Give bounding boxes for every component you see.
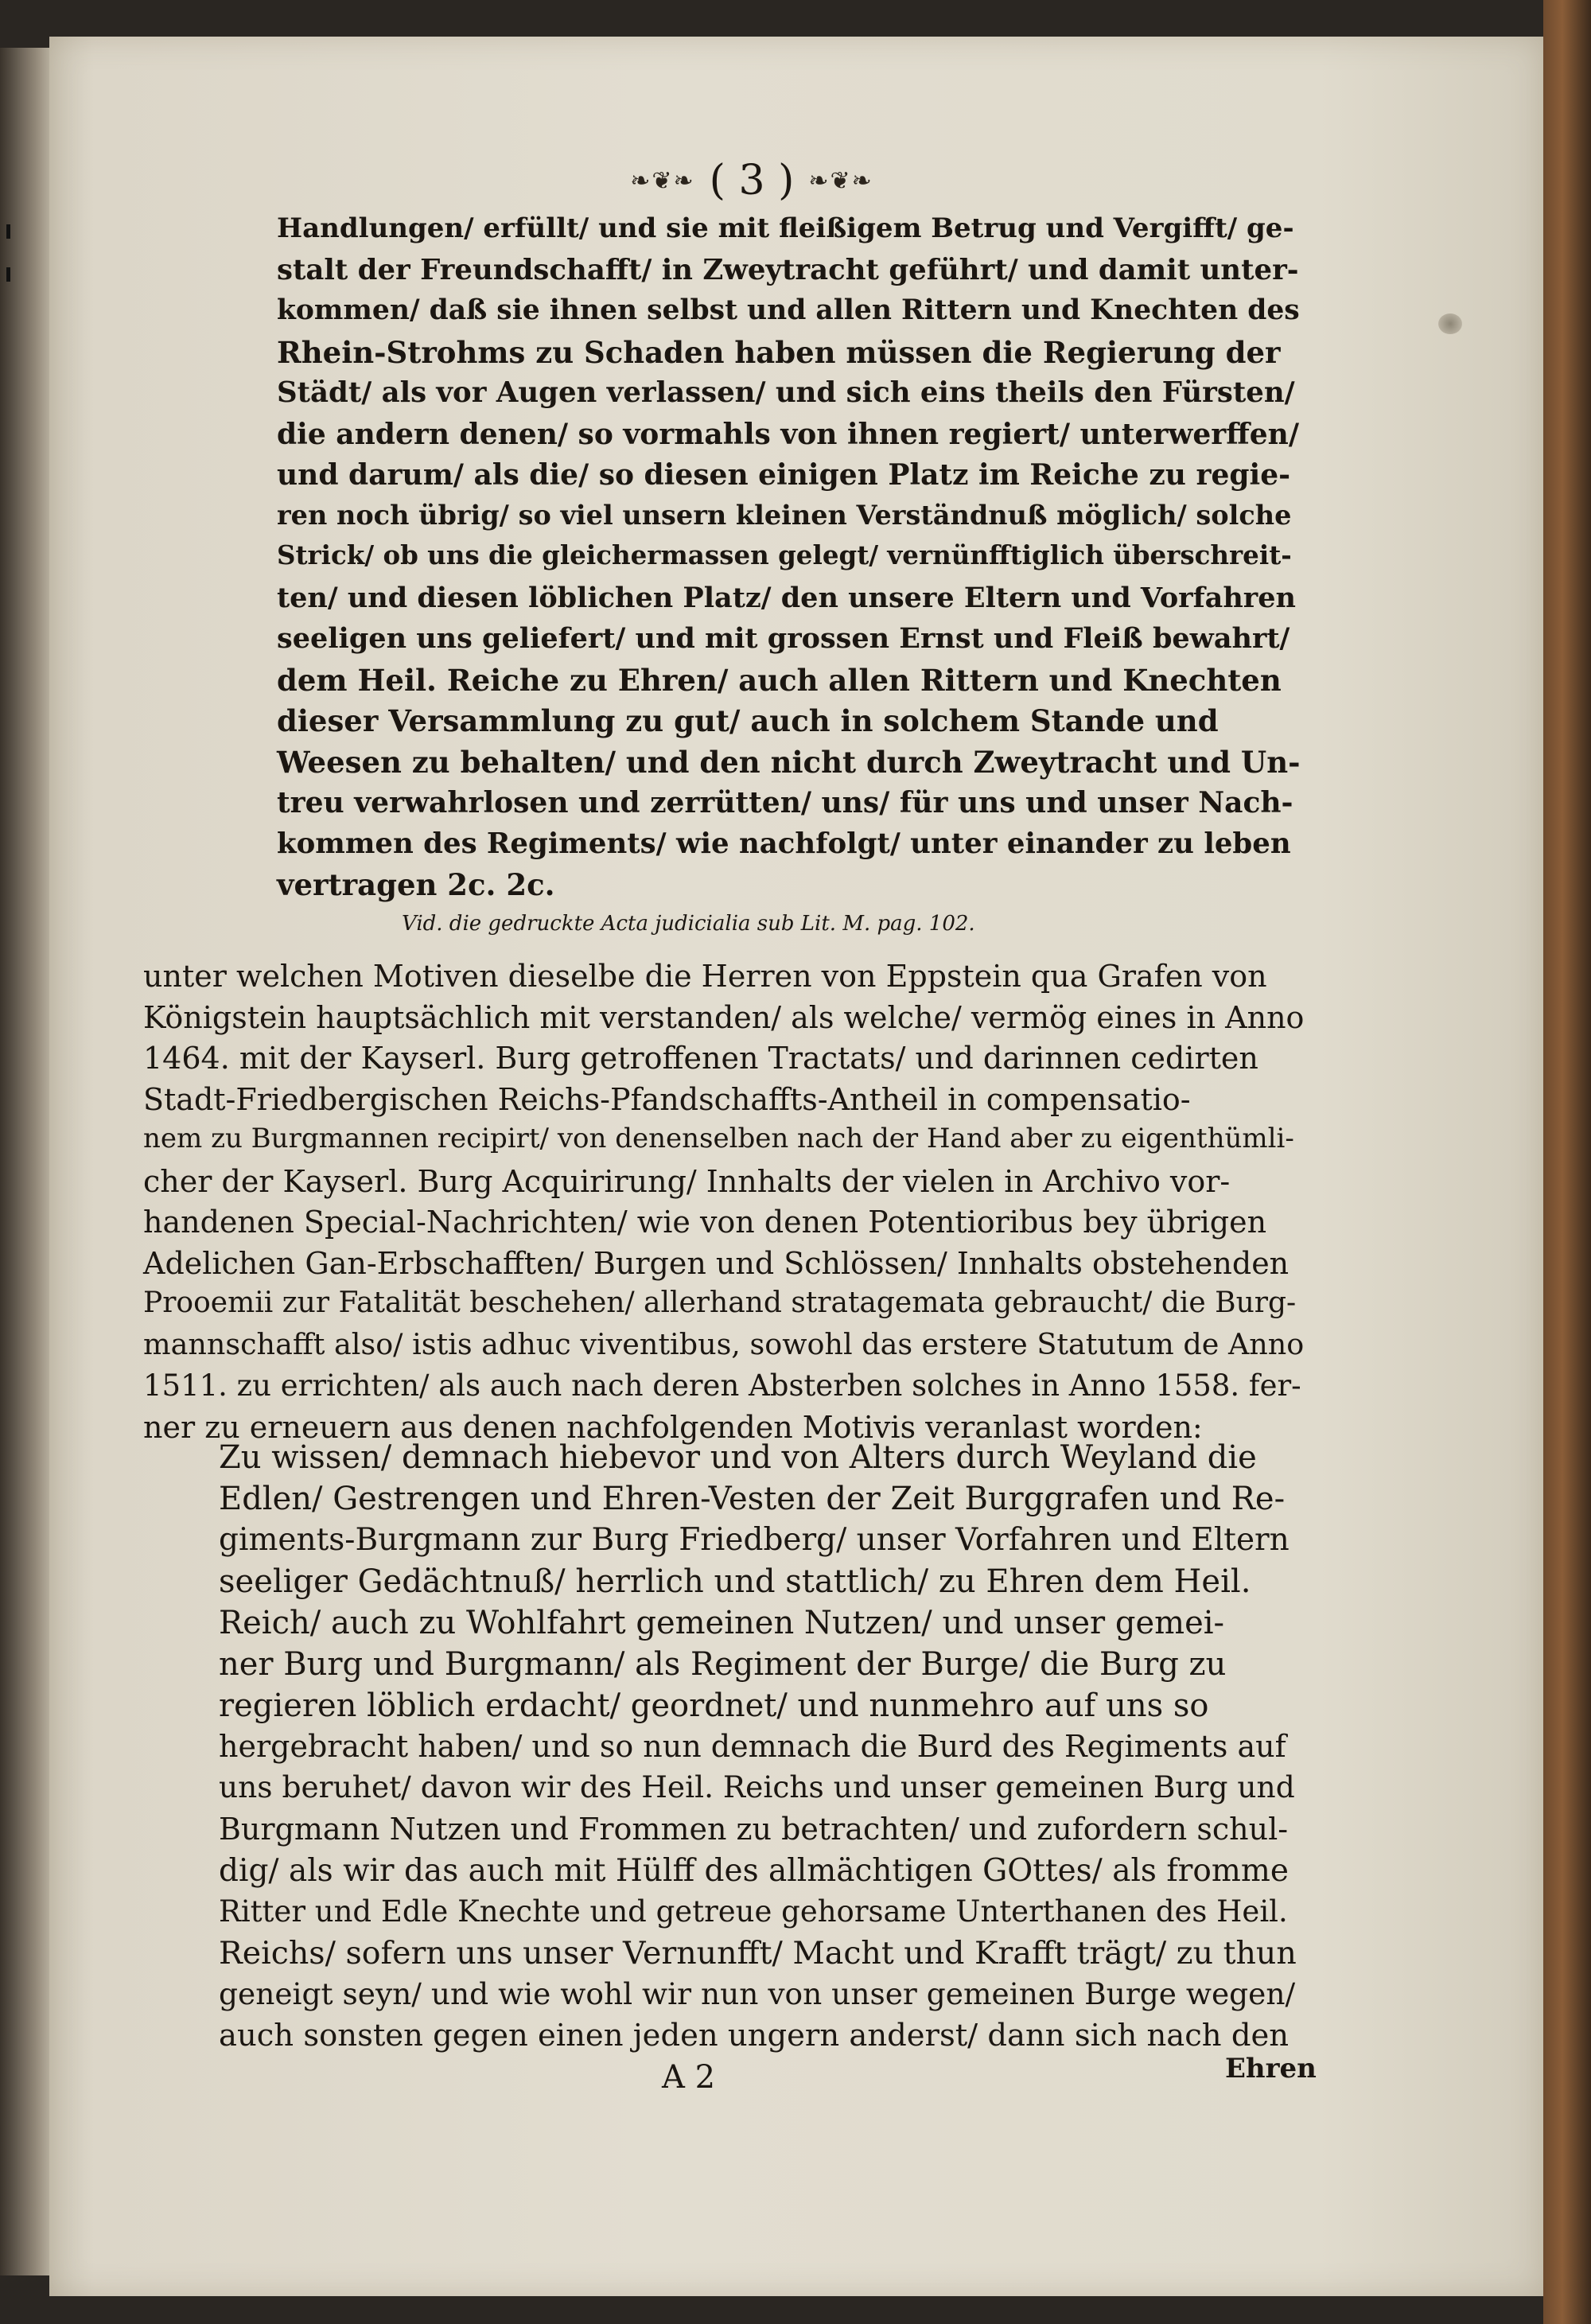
text-line: handenen Special-Nachrichten/ wie von denen Potentioribus bey übrigen bbox=[143, 1205, 1267, 1240]
text-line: die andern denen/ so vormahls von ihnen regiert/ unterwerffen/ bbox=[277, 417, 1299, 451]
text-line: seeliger Gedächtnuß/ herrlich und stattlich/ zu Ehren dem Heil. bbox=[219, 1563, 1251, 1600]
text-line: stalt der Freundschafft/ in Zweytracht geführt/ und damit unter- bbox=[277, 253, 1299, 286]
text-line: Handlungen/ erfüllt/ und sie mit fleißigem Betrug und Vergifft/ ge- bbox=[277, 212, 1294, 244]
text-line: Königstein hauptsächlich mit verstanden/ als welche/ vermög eines in Anno bbox=[143, 999, 1305, 1035]
text-line: Adelichen Gan-Erbschafften/ Burgen und Schlössen/ Innhalts obstehenden bbox=[143, 1245, 1290, 1281]
text-line: Städt/ als vor Augen verlassen/ und sich eins theils den Fürsten/ bbox=[277, 376, 1295, 409]
reference-note: Vid. die gedruckte Acta judicialia sub Lit. M. pag. 102. bbox=[402, 912, 975, 936]
text-line: 1464. mit der Kayserl. Burg getroffenen Tractats/ und darinnen cedirten bbox=[143, 1041, 1258, 1076]
text-line: dig/ als wir das auch mit Hülff des allmächtigen GOttes/ als fromme bbox=[219, 1853, 1289, 1889]
text-line: Prooemii zur Fatalität beschehen/ allerhand stratagemata gebraucht/ die Burg- bbox=[143, 1287, 1297, 1319]
text-line: treu verwahrlosen und zerrütten/ uns/ für uns und unser Nach- bbox=[277, 786, 1293, 819]
text-line: 1511. zu errichten/ als auch nach deren Absterben solches in Anno 1558. fer- bbox=[143, 1368, 1301, 1403]
ornament-left: ❧❦❧ bbox=[630, 166, 695, 195]
text-line: vertragen 2c. 2c. bbox=[277, 867, 555, 902]
text-line: regieren löblich erdacht/ geordnet/ und nunmehro auf uns so bbox=[219, 1688, 1209, 1724]
text-line: Reichs/ sofern uns unser Vernunfft/ Macht und Krafft trägt/ zu thun bbox=[219, 1935, 1297, 1972]
text-line: Reich/ auch zu Wohlfahrt gemeinen Nutzen/ und unser gemei- bbox=[219, 1605, 1225, 1641]
page-header bbox=[573, 153, 931, 208]
text-line: unter welchen Motiven dieselbe die Herren von Eppstein qua Grafen von bbox=[143, 959, 1267, 994]
text-line: Rhein-Strohms zu Schaden haben müssen die Regierung der bbox=[277, 334, 1281, 370]
text-line: ner Burg und Burgmann/ als Regiment der Burge/ die Burg zu bbox=[219, 1646, 1227, 1683]
text-line: dem Heil. Reiche zu Ehren/ auch allen Rittern und Knechten bbox=[277, 662, 1282, 698]
margin-mark bbox=[6, 267, 10, 282]
text-line: cher der Kayserl. Burg Acquirirung/ Innhalts der vielen in Archivo vor- bbox=[143, 1163, 1231, 1199]
text-line: und darum/ als die/ so diesen einigen Platz im Reiche zu regie- bbox=[277, 458, 1291, 492]
text-line: ner zu erneuern aus denen nachfolgenden Motivis veranlast worden: bbox=[143, 1409, 1203, 1445]
text-line: ren noch übrig/ so viel unsern kleinen Verständnuß möglich/ solche bbox=[277, 499, 1292, 531]
text-line: kommen des Regiments/ wie nachfolgt/ unter einander zu leben bbox=[277, 827, 1291, 860]
text-line: auch sonsten gegen einen jeden ungern anderst/ dann sich nach den bbox=[219, 2018, 1290, 2053]
text-line: Strick/ ob uns die gleichermassen gelegt/ vernünfftiglich überschreit- bbox=[277, 539, 1292, 570]
page-number: ( 3 ) bbox=[709, 157, 795, 204]
text-line: Ritter und Edle Knechte und getreue gehorsame Unterthanen des Heil. bbox=[219, 1894, 1288, 1929]
adjacent-page-edge bbox=[0, 48, 49, 2275]
text-line: dieser Versammlung zu gut/ auch in solchem Stande und bbox=[277, 703, 1219, 738]
text-line: kommen/ daß sie ihnen selbst und allen Rittern und Knechten des bbox=[277, 294, 1300, 326]
text-line: hergebracht haben/ und so nun demnach die Burd des Regiments auf bbox=[219, 1729, 1286, 1764]
text-line: Weesen zu behalten/ und den nicht durch Zweytracht und Un- bbox=[277, 744, 1301, 780]
text-line: mannschafft also/ istis adhuc viventibus, sowohl das erstere Statutum de Anno bbox=[143, 1326, 1305, 1361]
text-line: Edlen/ Gestrengen und Ehren-Vesten der Zeit Burggrafen und Re- bbox=[219, 1481, 1286, 1517]
text-line: seeligen uns geliefert/ und mit grossen Ernst und Fleiß bewahrt/ bbox=[277, 622, 1290, 655]
text-line: Burgmann Nutzen und Frommen zu betrachten/ und zufordern schul- bbox=[219, 1812, 1289, 1847]
text-line: nem zu Burgmannen recipirt/ von denenselben nach der Hand aber zu eigenthümli- bbox=[143, 1123, 1294, 1154]
text-line: ten/ und diesen löblichen Platz/ den unsere Eltern und Vorfahren bbox=[277, 581, 1296, 614]
text-line: giments-Burgmann zur Burg Friedberg/ unser Vorfahren und Eltern bbox=[219, 1522, 1290, 1558]
ornament-right: ❧❦❧ bbox=[808, 166, 873, 195]
text-line: uns beruhet/ davon wir des Heil. Reichs und unser gemeinen Burg und bbox=[219, 1769, 1295, 1804]
text-line: Zu wissen/ demnach hiebevor und von Alters durch Weyland die bbox=[219, 1439, 1257, 1476]
margin-mark bbox=[6, 224, 10, 239]
signature-mark: A 2 bbox=[662, 2059, 716, 2096]
text-line: Stadt-Friedbergischen Reichs-Pfandschaffts-Antheil in compensatio- bbox=[143, 1081, 1191, 1117]
paper-stain bbox=[1438, 313, 1462, 334]
catchword: Ehren bbox=[1225, 2053, 1317, 2085]
text-line: geneigt seyn/ und wie wohl wir nun von unser gemeinen Burge wegen/ bbox=[219, 1976, 1296, 2011]
book-cover-edge bbox=[1543, 0, 1591, 2324]
